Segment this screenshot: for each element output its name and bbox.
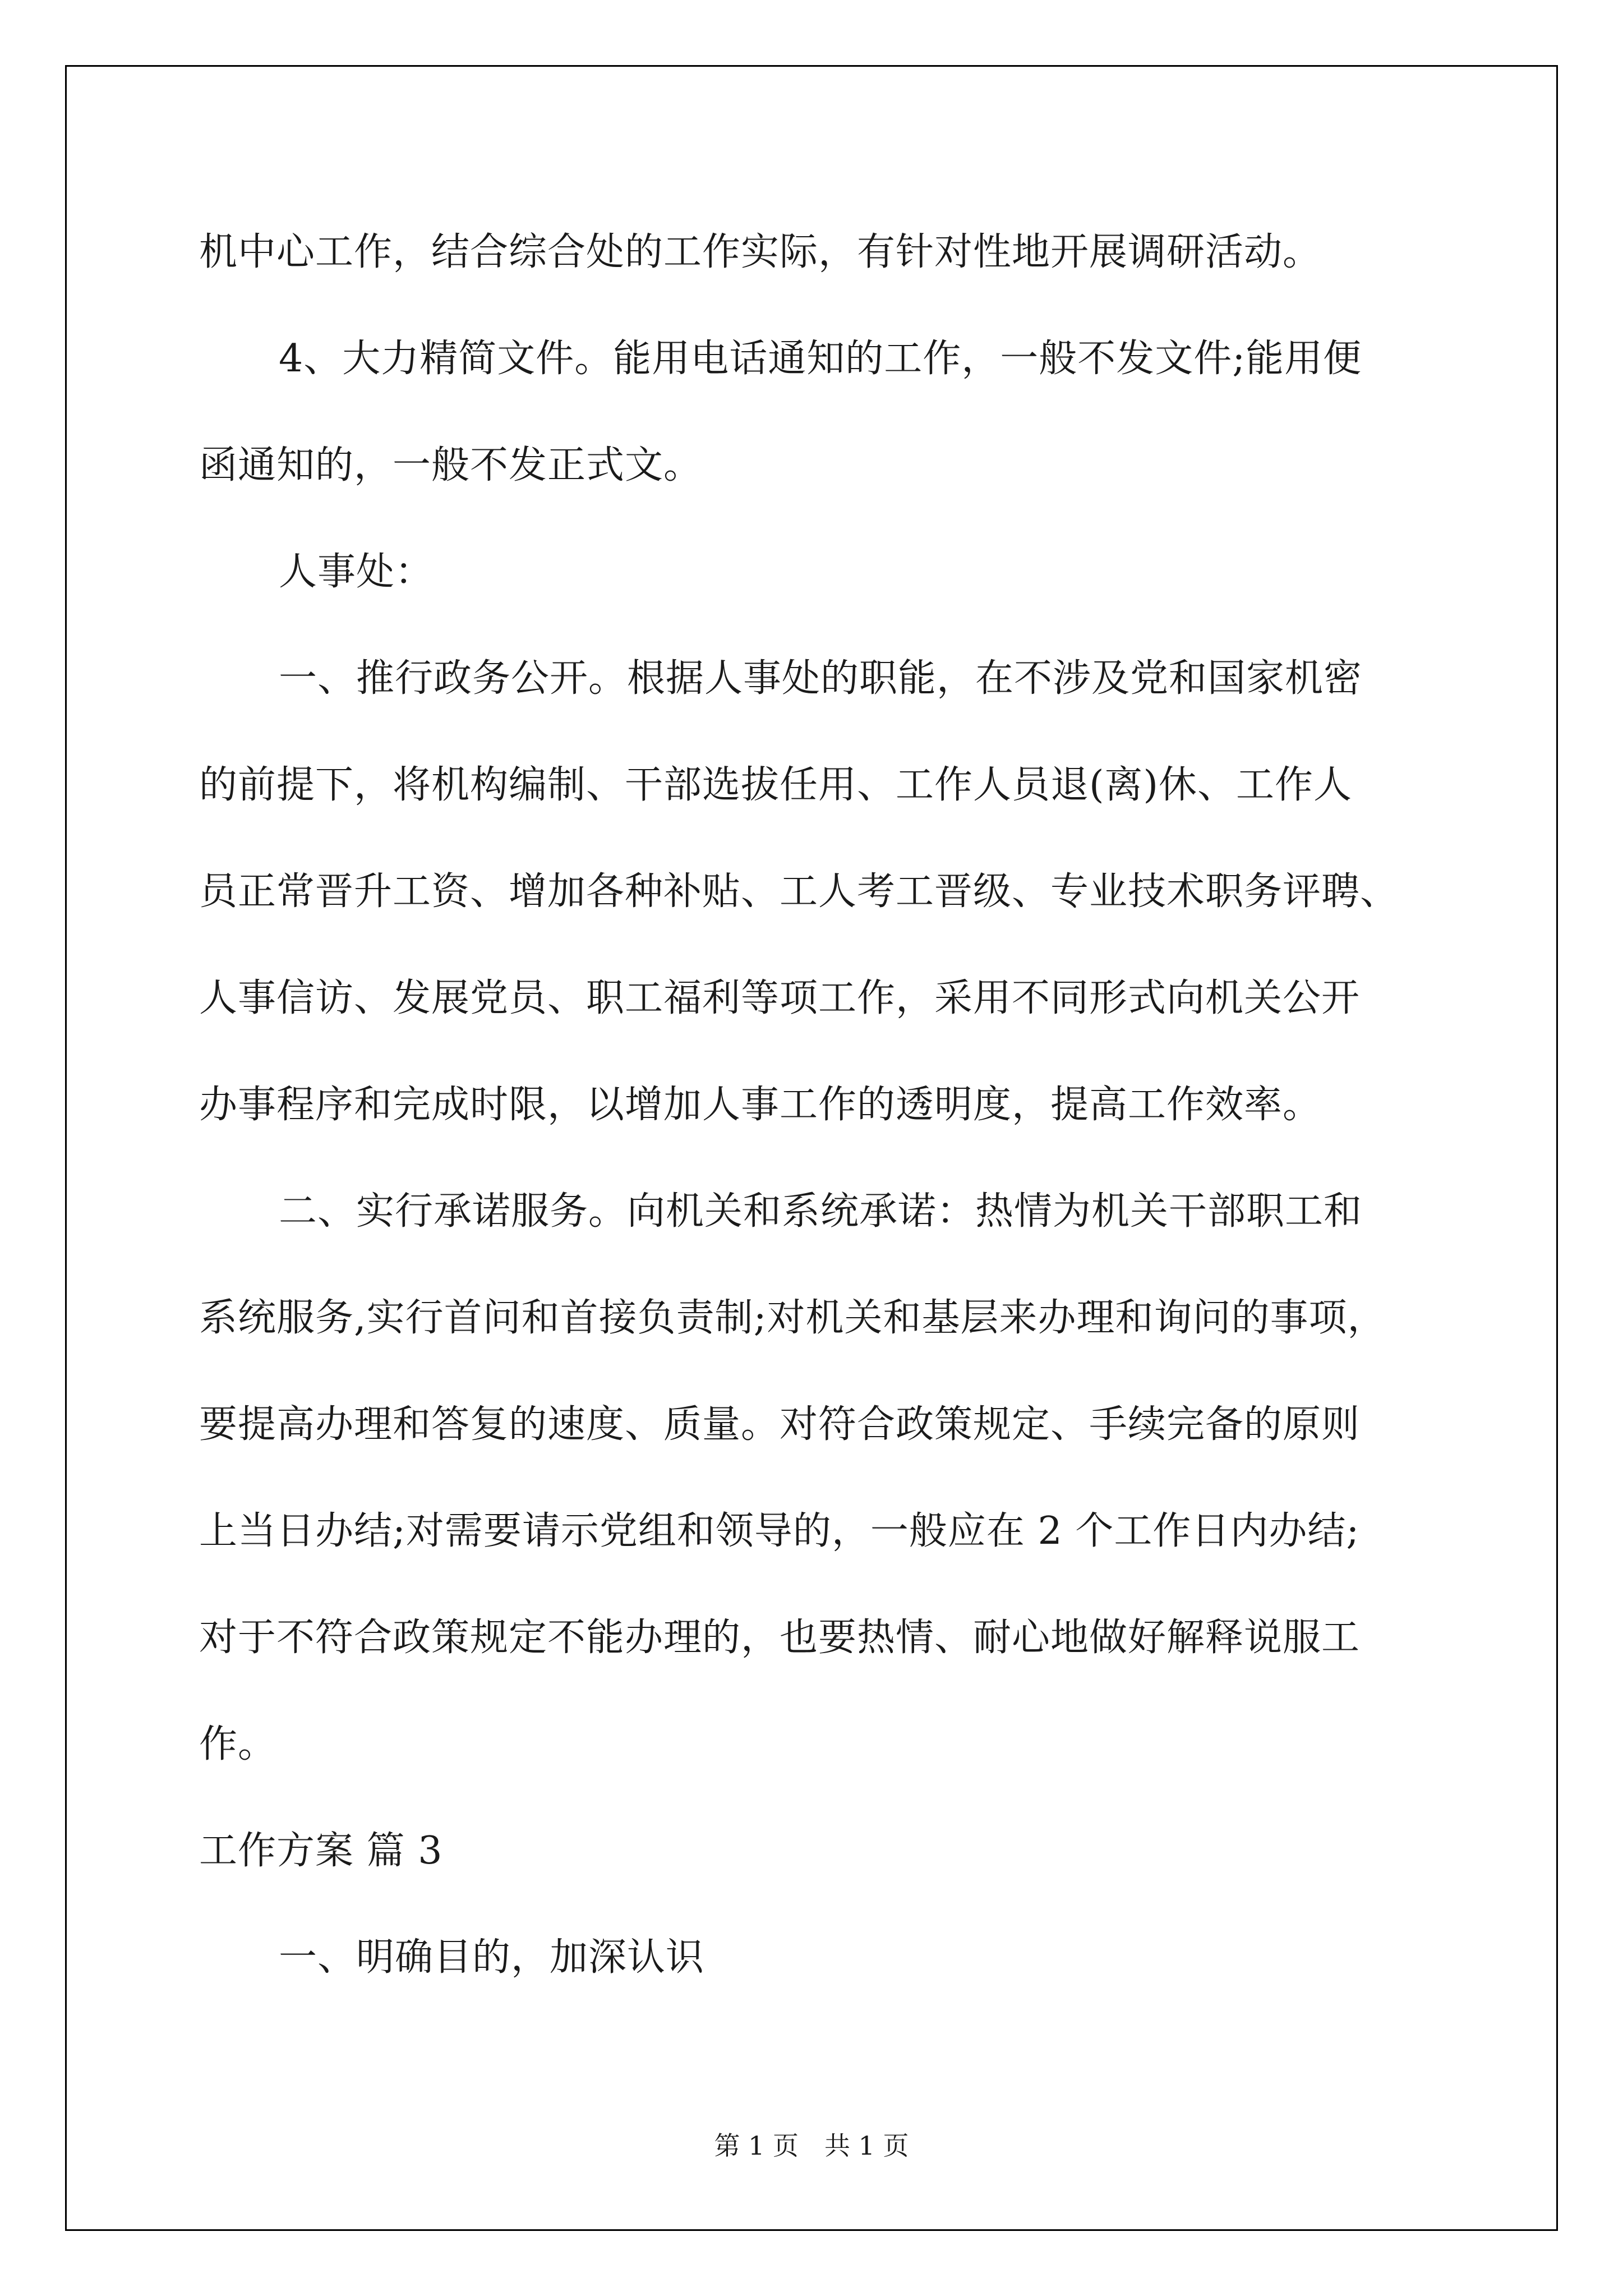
section-heading: 人事处：	[279, 550, 434, 594]
page-footer	[0, 2129, 1623, 2162]
text-line: 系统服务,实行首问和首接负责制;对机关和基层来办理和询问的事项，	[199, 1296, 1386, 1340]
document-body	[199, 210, 1472, 2022]
text-line: 机中心工作，结合综合处的工作实际，有针对性地开展调研活动。	[199, 230, 1322, 274]
text-line: 4、大力精简文件。能用电话通知的工作，一般不发文件;能用便	[279, 337, 1362, 381]
text-line: 办事程序和完成时限，以增加人事工作的透明度，提高工作效率。	[199, 1083, 1322, 1127]
page-number: 第 1 页	[714, 2131, 799, 2161]
text-line: 上当日办结;对需要请示党组和领导的，一般应在 2 个工作日内办结;	[199, 1509, 1360, 1553]
page-total: 共 1 页	[824, 2131, 909, 2161]
text-line: 要提高办理和答复的速度、质量。对符合政策规定、手续完备的原则	[199, 1402, 1361, 1447]
text-line: 人事信访、发展党员、职工福利等项工作，采用不同形式向机关公开	[199, 976, 1361, 1020]
text-line: 一、推行政务公开。根据人事处的职能，在不涉及党和国家机密	[279, 656, 1363, 701]
text-line: 的前提下，将机构编制、干部选拔任用、工作人员退(离)休、工作人	[199, 763, 1353, 807]
text-line: 函通知的，一般不发正式文。	[199, 443, 703, 487]
section-heading: 一、明确目的，加深认识	[279, 1935, 705, 1980]
text-line: 对于不符合政策规定不能办理的，也要热情、耐心地做好解释说服工	[199, 1616, 1361, 1660]
text-line: 二、实行承诺服务。向机关和系统承诺：热情为机关干部职工和	[279, 1189, 1363, 1234]
text-line: 员正常晋升工资、增加各种补贴、工人考工晋级、专业技术职务评聘、	[199, 869, 1399, 914]
section-title: 工作方案 篇 3	[199, 1829, 443, 1873]
text-line: 作。	[199, 1722, 277, 1766]
